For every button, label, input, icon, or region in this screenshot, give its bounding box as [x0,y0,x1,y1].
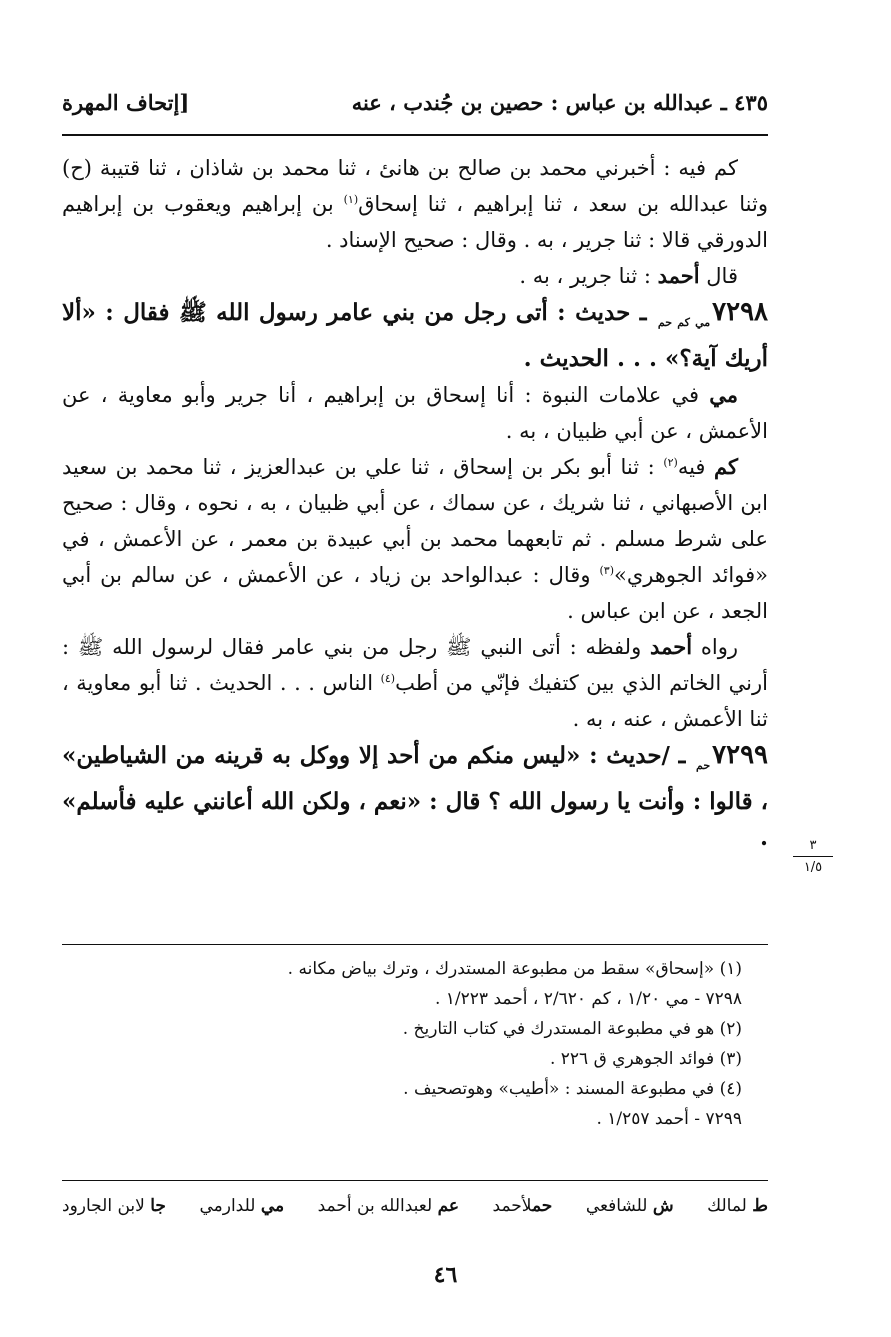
legend-item: جا لابن الجارود [62,1196,166,1216]
hadith-text: «ليس منكم من أحد إلا ووكل به قرينه من الشياطين» ، قالوا : وأنت يا رسول الله ؟ قال : «نعم ، ولكن الله أعانني عليه فأسلم» . [61,742,768,851]
paragraph-kam-2: كم فيه$^{(٢)}$ : ثنا أبو بكر بن إسحاق ، ثنا علي بن عبدالعزيز ، ثنا محمد بن سعيد ابن الأصبهاني ، ثنا شريك ، عن سماك ، عن أبي ظبيان ، به ، نحوه ، وقال : صحيح على شرط مسلم . ثم تابعهما محمد بن أبي عبيدة بن معمر ، عن الأعمش ، في «فوائد الجوهري»$^{(٣)}$ وقال : عبدالواحد بن زياد ، عن الأعمش ، عن سالم بن أبي الجعد ، عن ابن عباس . [62,454,769,623]
paragraph-kam-1: كم فيه : أخبرني محمد بن صالح بن هانئ ، ثنا محمد بن شاذان ، ثنا قتيبة (ح) وثنا عبدالله بن سعد ، ثنا إبراهيم ، ثنا إسحاق$^{(١)}$ بن إبراهيم ويعقوب بن إبراهيم الدورقي قالا : ثنا جرير ، به . وقال : صحيح الإسناد . [62,156,768,252]
book-title: [إتحاف المهرة [62,89,190,115]
source-symbols: مي كم حم [657,316,711,329]
footnote-item: (٤) في مطبوعة المسند : «أطيب» وهوتصحيف . [403,1079,742,1099]
footnote-ref-2: (٢) [663,456,678,469]
header-rule [62,134,768,136]
legend-item: ش للشافعي [585,1196,674,1216]
hadith-text: أتى رجل من بني عامر رسول الله ﷺ فقال : «ألا أريك آية؟» . . . الحديث . [62,299,768,372]
footnotes [62,954,768,1134]
hadith-7299: $٧٢٩٩_{حم}$ ـ /حديث : «ليس منكم من أحد إلا ووكل به قرينه من الشياطين» ، قالوا : وأنت يا رسول الله ؟ قال : «نعم ، ولكن الله أعانني عليه فأسلم» . [61,740,768,851]
hadith-7298: $٧٢٩٨_{مي كم حم}$ ـ حديث : أتى رجل من بني عامر رسول الله ﷺ فقال : «ألا أريك آية؟» . . . الحديث . [62,297,768,372]
footnote-item: (٢) هو في مطبوعة المستدرك في كتاب التاريخ . [402,1019,742,1039]
paragraph-mi: مي في علامات النبوة : أنا إسحاق بن إبراهيم ، أنا جرير وأبو معاوية ، عن الأعمش ، عن أبي ظبيان ، به . [62,382,768,443]
legend-item: ط لمالك [707,1196,768,1216]
chapter-title: ٤٣٥ ـ عبدالله بن عباس : حصين بن جُندب ، عنه [351,89,768,115]
footnote-ref-1: (١) [343,193,359,206]
paragraph-ahmad-1: قال أحمد : ثنا جرير ، به . [519,263,738,288]
legend-rule [62,1180,768,1181]
abbreviation-legend [62,1196,768,1216]
source-symbols: حم [696,759,711,772]
page-number: ٤٦ [433,1262,458,1288]
footnote-item: ٧٢٩٨ - مي ١/٢٠ ، كم ٢/٦٢٠ ، أحمد ١/٢٢٣ . [434,989,742,1009]
margin-reference: ٣ ١/٥ [793,838,833,875]
legend-item: عم لعبدالله بن أحمد [317,1196,460,1216]
footnote-rule [62,944,768,945]
running-header [62,82,768,122]
footnote-item: (١) «إسحاق» سقط من مطبوعة المستدرك ، وترك بياض مكانه . [287,959,742,979]
paragraph-ahmad-2: رواه أحمد ولفظه : أتى النبي ﷺ رجل من بني عامر فقال لرسول الله ﷺ : أرني الخاتم الذي بين كتفيك فإنّي من أطب$^{(٤)}$ الناس . . . الحديث . ثنا أبو معاوية ، ثنا الأعمش ، عنه ، به . [62,634,768,731]
hadith-number: ٧٢٩٨ [712,297,768,327]
footnote-item: (٣) فوائد الجوهري ق ٢٢٦ . [549,1049,742,1069]
footnote-ref-4: (٤) [380,672,396,685]
legend-item: مي للدارمي [199,1196,285,1216]
footnote-ref-3: (٣) [599,564,614,577]
footnote-item: ٧٢٩٩ - أحمد ١/٢٥٧ . [596,1109,742,1129]
legend-item: حملأحمد [492,1196,553,1216]
main-text [62,150,768,856]
hadith-number: ٧٢٩٩ [712,740,768,770]
